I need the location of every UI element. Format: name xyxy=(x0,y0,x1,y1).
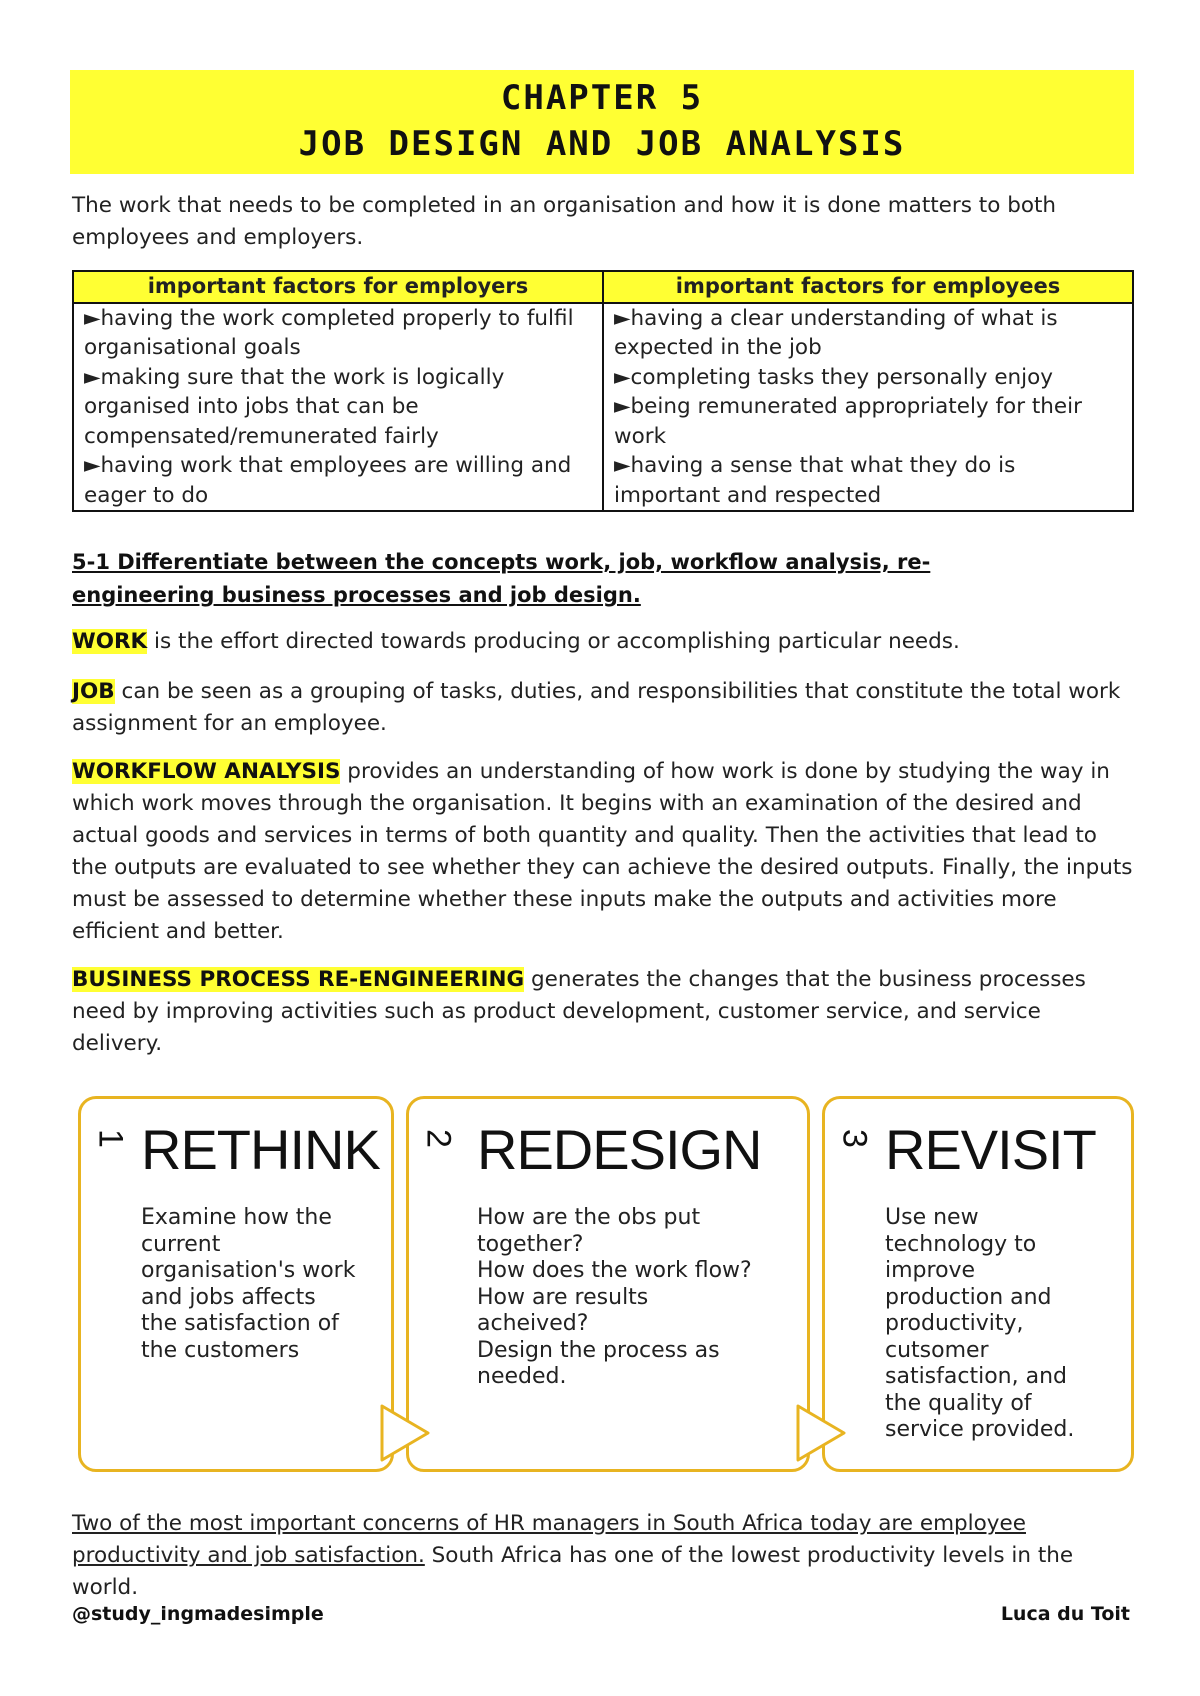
employer-factor: ►making sure that the work is logically organised into jobs that can be compensated/remunerated fairly xyxy=(84,364,505,449)
step-title: REVISIT xyxy=(885,1118,1096,1181)
definition-work xyxy=(72,626,1136,658)
step-line: needed. xyxy=(477,1364,567,1389)
step-line: together? xyxy=(477,1231,584,1257)
step-title: REDESIGN xyxy=(477,1118,762,1181)
employees-header: important factors for employees xyxy=(603,271,1133,303)
definition-text: provides an understanding of how work is done by studying the way in which work moves through the organisation. It begins with an examination of the desired and actual goods and services in terms of both quantity and quality. Then the activities that lead to the outputs are evaluated to see whether they can achieve the desired outputs. Finally, the inputs must be assessed to determine whether these inputs make the outputs and activities more efficient and better. xyxy=(72,759,1133,944)
term-job: JOB xyxy=(72,679,115,704)
footer-author: Luca du Toit xyxy=(1000,1603,1130,1625)
term-work: WORK xyxy=(72,629,148,654)
step-line: How does the work flow? xyxy=(477,1258,752,1283)
step-body xyxy=(141,1205,355,1364)
closing-rest: South Africa has one of the lowest productivity levels in the world. xyxy=(72,1543,1074,1600)
closing-underlined: Two of the most important concerns of HR managers in South Africa today are employee productivity and job satisfaction. xyxy=(72,1511,1026,1568)
step-card-revisit xyxy=(822,1096,1134,1472)
definition-text: can be seen as a grouping of tasks, duties, and responsibilities that constitute the total work assignment for an employee. xyxy=(72,679,1121,736)
step-line: Examine how the xyxy=(141,1205,332,1230)
step-card-rethink xyxy=(78,1096,394,1472)
step-body xyxy=(885,1205,1074,1444)
step-card-redesign xyxy=(406,1096,810,1472)
step-arrow-icon xyxy=(378,1402,434,1464)
step-line: technology to xyxy=(885,1231,1037,1257)
footer-handle: @study_ingmadesimple xyxy=(72,1603,324,1625)
step-line: the satisfaction of xyxy=(141,1311,339,1336)
employer-factor: ►having the work completed properly to fulfil organisational goals xyxy=(84,305,574,360)
employees-cell xyxy=(603,303,1133,512)
employers-cell xyxy=(73,303,603,512)
step-number: 3 xyxy=(835,1129,874,1148)
chapter-banner xyxy=(70,70,1134,174)
chapter-title: JOB DESIGN AND JOB ANALYSIS xyxy=(298,124,906,164)
step-line: Use new xyxy=(885,1205,979,1230)
step-line: How are results xyxy=(477,1284,649,1310)
step-line: How are the obs put xyxy=(477,1205,701,1230)
section-heading: 5-1 Differentiate between the concepts work, job, workflow analysis, re-engineering business processes and job design. xyxy=(72,550,931,607)
employee-factor: ►having a clear understanding of what is expected in the job xyxy=(614,305,1058,360)
factors-table xyxy=(72,270,1134,512)
step-line: production and xyxy=(885,1284,1052,1310)
term-bpr: BUSINESS PROCESS RE-ENGINEERING xyxy=(72,967,525,992)
term-workflow-analysis: WORKFLOW ANALYSIS xyxy=(72,759,341,784)
chapter-number: CHAPTER 5 xyxy=(500,78,704,118)
closing-paragraph xyxy=(72,1508,1136,1604)
step-number: 1 xyxy=(91,1129,130,1148)
employee-factor: ►completing tasks they personally enjoy xyxy=(614,364,1054,390)
definition-bpr xyxy=(72,964,1136,1060)
step-arrow-icon xyxy=(794,1402,850,1464)
step-line: the customers xyxy=(141,1337,300,1363)
step-line: acheived? xyxy=(477,1311,589,1336)
employee-factor: ►having a sense that what they do is important and respected xyxy=(614,453,1016,508)
step-line: current xyxy=(141,1231,221,1257)
step-line: the quality of xyxy=(885,1390,1032,1416)
step-line: and jobs affects xyxy=(141,1284,316,1310)
definition-text: is the effort directed towards producing or accomplishing particular needs. xyxy=(147,629,960,654)
step-number: 2 xyxy=(419,1129,458,1148)
step-line: Design the process as xyxy=(477,1337,720,1363)
step-line: cutsomer xyxy=(885,1337,989,1363)
step-line: service provided. xyxy=(885,1417,1075,1442)
employers-header: important factors for employers xyxy=(73,271,603,303)
step-line: improve xyxy=(885,1258,976,1283)
employer-factor: ►having work that employees are willing and eager to do xyxy=(84,453,572,508)
definition-text: generates the changes that the business processes need by improving activities such as product development, customer service, and service delivery. xyxy=(72,967,1086,1056)
step-line: satisfaction, and xyxy=(885,1364,1067,1389)
step-line: productivity, xyxy=(885,1311,1024,1336)
step-title: RETHINK xyxy=(141,1118,380,1181)
employee-factor: ►being remunerated appropriately for their work xyxy=(614,394,1082,449)
step-line: organisation's work xyxy=(141,1258,356,1283)
definition-job xyxy=(72,676,1136,740)
step-body xyxy=(477,1205,752,1391)
intro-paragraph: The work that needs to be completed in an organisation and how it is done matters to both employees and employers. xyxy=(72,193,1057,250)
definition-workflow-analysis xyxy=(72,756,1136,948)
